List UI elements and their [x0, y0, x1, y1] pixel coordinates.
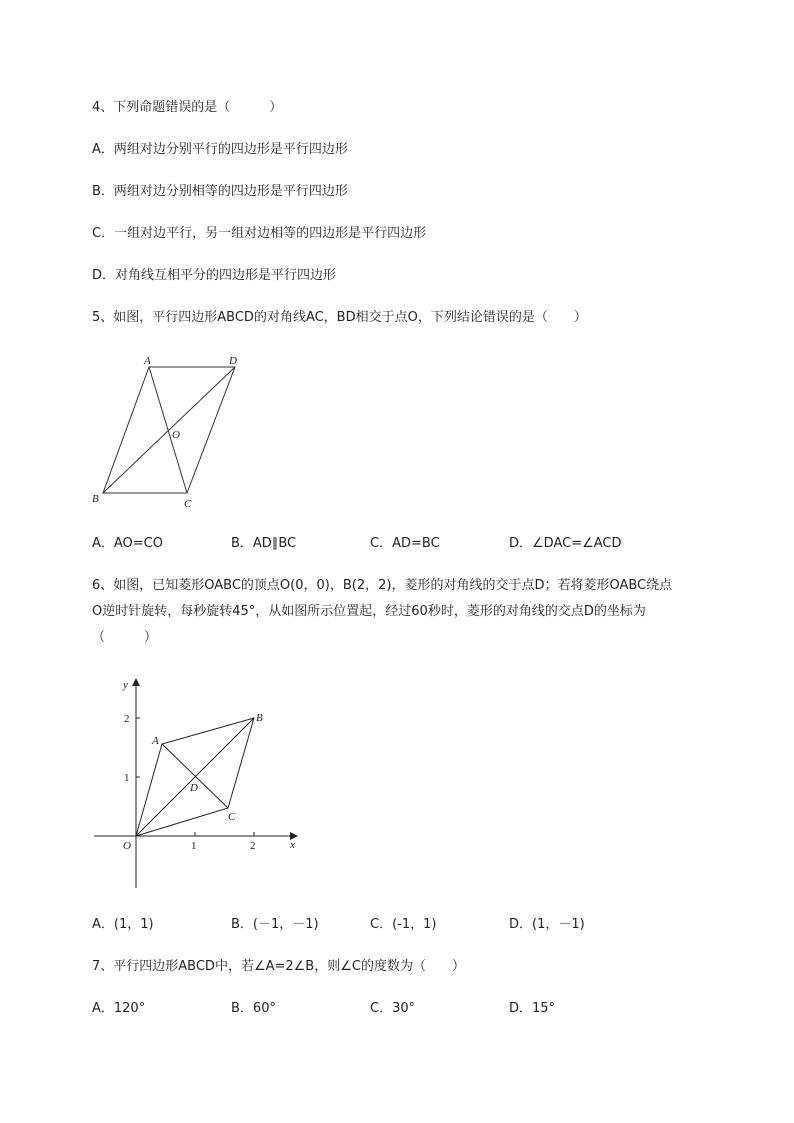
q4-option-c: C．一组对边平行，另一组对边相等的四边形是平行四边形	[92, 226, 427, 241]
q4-option-a: A．两组对边分别平行的四边形是平行四边形	[92, 142, 348, 157]
q6-option-d: D．(1，－1)	[509, 917, 585, 932]
q7-option-a: A．120°	[92, 1001, 146, 1016]
q6-option-a: A．(1，1)	[92, 917, 154, 932]
q7-stem: 7、平行四边形ABCD中，若∠A=2∠B，则∠C的度数为（ ）	[92, 959, 465, 974]
q5-parallelogram-figure	[86, 350, 256, 515]
q6-stem-line3: （ ）	[92, 630, 158, 645]
q5-option-a: A．AO=CO	[92, 536, 163, 551]
diagonal-bd	[103, 367, 235, 493]
q7-option-c: C．30°	[370, 1001, 416, 1016]
tick-label-x2: 2	[250, 840, 256, 852]
label-d: D	[190, 782, 198, 794]
q6-rhombus-coordinate-figure	[86, 672, 316, 894]
label-x: x	[290, 839, 295, 851]
q7-option-b: B．60°	[231, 1001, 276, 1016]
label-origin: O	[123, 840, 131, 852]
q6-option-b: B．(－1，－1)	[231, 917, 319, 932]
q6-option-c: C．(-1，1)	[370, 917, 437, 932]
label-y: y	[123, 679, 128, 691]
tick-label-x1: 1	[191, 840, 197, 852]
label-a: A	[152, 735, 159, 747]
label-b: B	[256, 712, 263, 724]
label-c: C	[184, 498, 192, 510]
q4-option-d: D．对角线互相平分的四边形是平行四边形	[92, 268, 337, 283]
q4-stem: 4、下列命题错误的是（ ）	[92, 100, 283, 115]
label-a: A	[144, 355, 151, 367]
tick-label-y1: 1	[124, 772, 130, 784]
q6-stem-line2: O逆时针旋转，每秒旋转45°，从如图所示位置起，经过60秒时，菱形的对角线的交点D的坐标为	[92, 604, 646, 619]
q5-stem: 5、如图，平行四边形ABCD的对角线AC，BD相交于点O，下列结论错误的是（ ）	[92, 310, 587, 325]
tick-label-y2: 2	[124, 713, 130, 725]
q5-option-b: B．AD∥BC	[231, 536, 297, 551]
q5-option-d: D．∠DAC=∠ACD	[509, 536, 622, 551]
q7-option-d: D．15°	[509, 1001, 556, 1016]
label-d: D	[229, 355, 237, 367]
diagonal-ac	[149, 367, 187, 493]
label-c: C	[228, 811, 236, 823]
label-b: B	[92, 493, 99, 505]
q6-stem-line1: 6、如图，已知菱形OABC的顶点O(0，0)，B(2，2)，菱形的对角线的交于点D；若将菱形OABC绕点	[92, 578, 673, 593]
q4-option-b: B．两组对边分别相等的四边形是平行四边形	[92, 184, 348, 199]
q5-option-c: C．AD=BC	[370, 536, 440, 551]
label-o: O	[172, 429, 180, 441]
